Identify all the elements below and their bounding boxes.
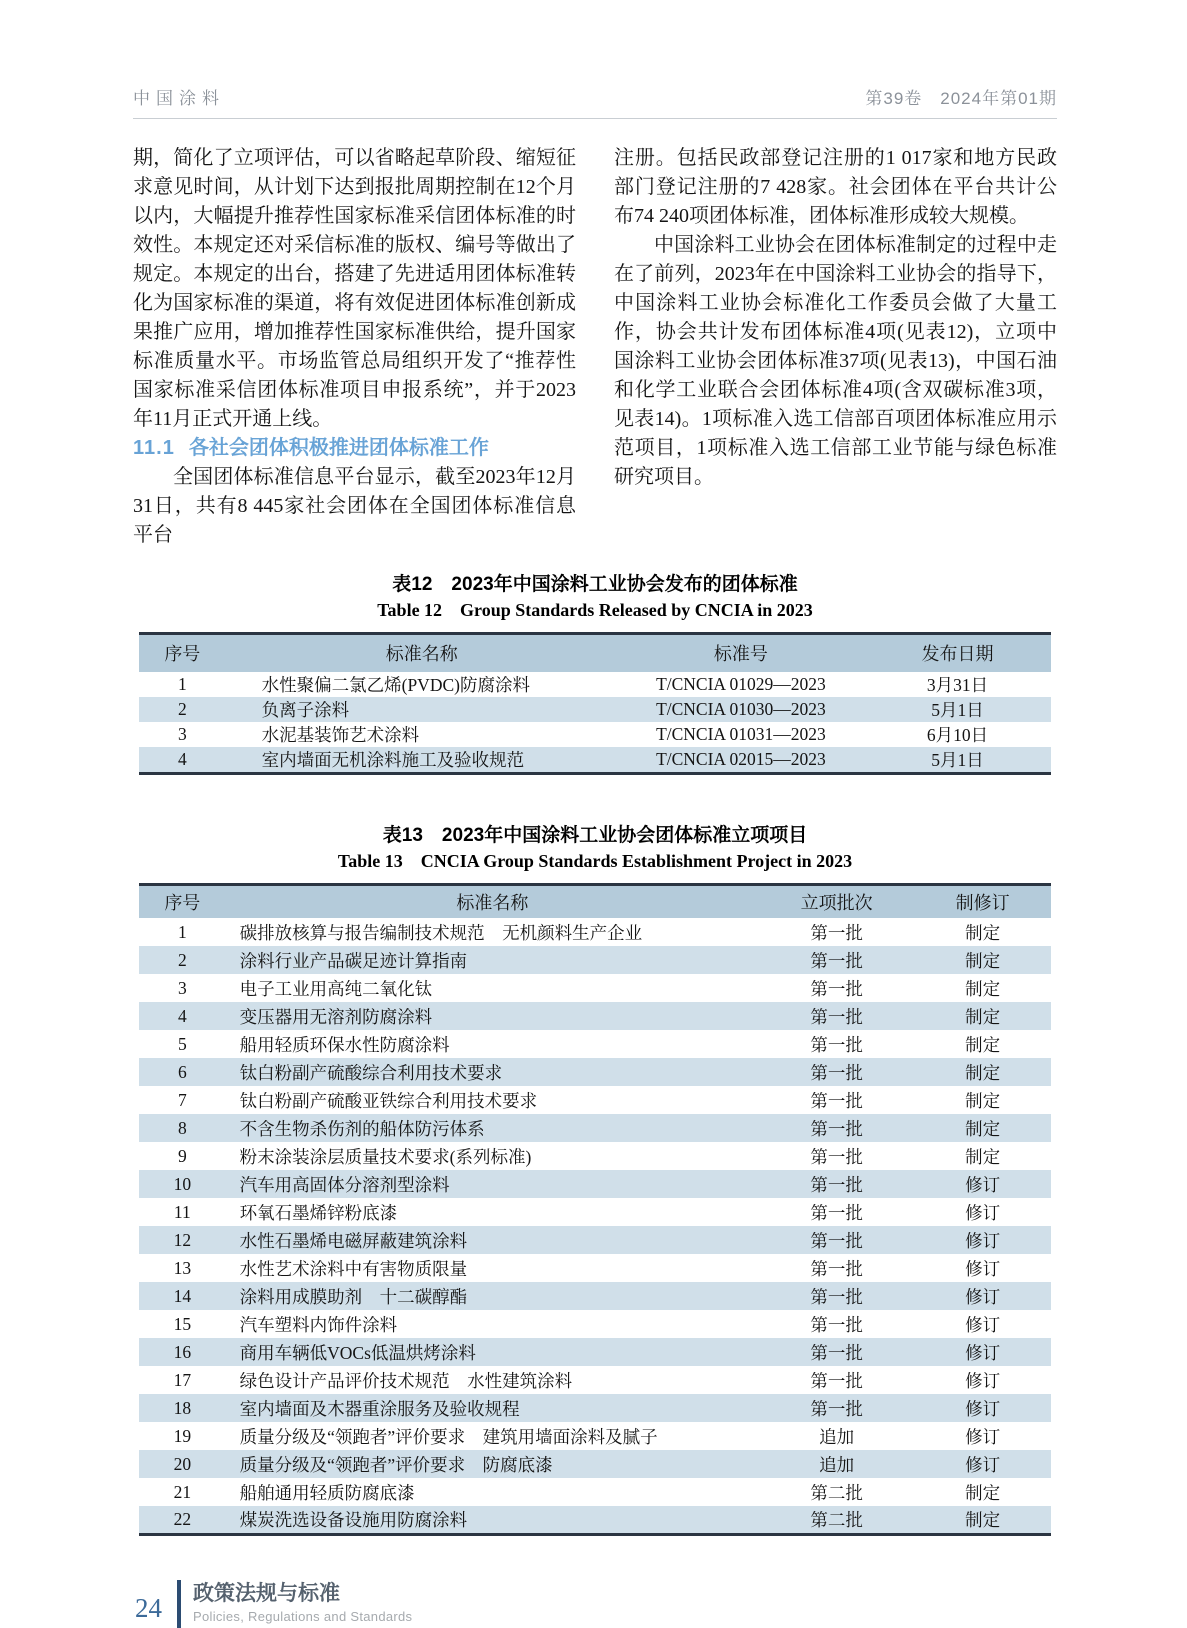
section-heading	[133, 434, 576, 463]
column-header: 制修订	[955, 892, 1010, 913]
column-header: 序号	[164, 892, 201, 913]
table-cell: 2	[177, 949, 187, 970]
table-cell: 第一批	[810, 978, 863, 999]
table-cell: 修订	[965, 1426, 1001, 1447]
table-cell: 修订	[965, 1342, 1001, 1363]
table-cell: 第一批	[810, 1398, 863, 1419]
table-cell: 制定	[965, 950, 1001, 971]
table-cell: 第一批	[810, 1146, 863, 1167]
table-cell: 第一批	[810, 1342, 863, 1363]
table-cell: 煤炭洗选设备设施用防腐涂料	[239, 1509, 468, 1530]
table-cell: 13	[173, 1257, 192, 1278]
table-cell: 涂料用成膜助剂 十二碳醇酯	[239, 1286, 468, 1307]
table-cell: 15	[173, 1313, 192, 1334]
table-row	[139, 1002, 1051, 1030]
table-cell: 修订	[965, 1202, 1001, 1223]
table-cell: 修订	[965, 1398, 1001, 1419]
column-header: 立项批次	[800, 892, 873, 913]
journal-issue: 第39卷 2024年第01期	[865, 89, 1057, 108]
table-cell: 制定	[965, 1118, 1001, 1139]
table-cell: 室内墙面及木器重涂服务及验收规程	[239, 1398, 520, 1419]
table-12-block	[139, 572, 1051, 775]
table-cell: 21	[173, 1481, 192, 1502]
table-cell: 3	[177, 723, 187, 744]
column-header: 发布日期	[921, 644, 994, 665]
table-row	[139, 1366, 1051, 1394]
table-cell: 碳排放核算与报告编制技术规范 无机颜料生产企业	[239, 922, 643, 943]
table-12-header	[139, 634, 1051, 672]
column-header: 序号	[164, 644, 201, 665]
table-cell: 修订	[965, 1454, 1001, 1475]
table-cell: 20	[173, 1453, 192, 1474]
table-12-title-en: Table 12 Group Standards Released by CNCIA in 2023	[377, 600, 813, 620]
table-cell: T/CNCIA 01030—2023	[656, 698, 826, 719]
table-row	[139, 1506, 1051, 1534]
table-cell: 18	[173, 1397, 192, 1418]
table-cell: 涂料行业产品碳足迹计算指南	[239, 950, 468, 971]
table-row	[139, 1282, 1051, 1310]
table-row	[139, 1254, 1051, 1282]
table-cell: 环氧石墨烯锌粉底漆	[239, 1202, 398, 1223]
table-cell: 第一批	[810, 1006, 863, 1027]
table-cell: 3	[177, 977, 187, 998]
section-title: 各社会团体积极推进团体标准工作	[188, 437, 489, 459]
table-cell: 水性石墨烯电磁屏蔽建筑涂料	[239, 1230, 468, 1251]
table-cell: 第一批	[810, 1230, 863, 1251]
table-cell: 4	[177, 748, 187, 769]
table-row	[139, 1226, 1051, 1254]
footer-section	[193, 1581, 412, 1626]
table-cell: 14	[173, 1285, 192, 1306]
table-cell: 第一批	[810, 1062, 863, 1083]
table-cell: 粉末涂装涂层质量技术要求(系列标准)	[239, 1146, 532, 1167]
right-column	[614, 144, 1057, 550]
table-cell: 第二批	[810, 1509, 863, 1530]
table-row	[139, 974, 1051, 1002]
footer-section-title-en: Policies, Regulations and Standards	[193, 1609, 413, 1624]
table-cell: 9	[177, 1145, 187, 1166]
table-cell: 19	[173, 1425, 192, 1446]
table-cell: 制定	[965, 978, 1001, 999]
table-cell: 5月1日	[931, 749, 984, 770]
table-cell: 船舶通用轻质防腐底漆	[239, 1482, 415, 1503]
table-cell: 修订	[965, 1174, 1001, 1195]
table-cell: 5月1日	[931, 699, 984, 720]
table-cell: 5	[177, 1033, 187, 1054]
table-row	[139, 747, 1051, 774]
table-row	[139, 918, 1051, 946]
left-column	[133, 144, 576, 550]
table-cell: 追加	[819, 1454, 855, 1475]
table-13-header	[139, 884, 1051, 918]
journal-name: 中国涂料	[133, 89, 225, 108]
body-text	[133, 144, 1057, 550]
table-cell: 12	[173, 1229, 192, 1250]
table-row	[139, 697, 1051, 722]
table-cell: 汽车用高固体分溶剂型涂料	[239, 1174, 450, 1195]
table-row	[139, 722, 1051, 747]
paragraph: 全国团体标准信息平台显示，截至2023年12月31日，共有8 445家社会团体在全国团体标准信息平台	[133, 466, 576, 546]
table-row	[139, 1422, 1051, 1450]
page-number: 24	[135, 1593, 162, 1623]
table-row	[139, 1058, 1051, 1086]
table-13-block	[139, 823, 1051, 1536]
table-row	[139, 946, 1051, 974]
table-cell: T/CNCIA 02015—2023	[656, 748, 826, 769]
table-cell: 负离子涂料	[261, 699, 350, 720]
table-cell: 16	[173, 1341, 192, 1362]
page-footer	[133, 1580, 1057, 1628]
column-header: 标准名称	[385, 644, 458, 665]
paragraph: 中国涂料工业协会在团体标准制定的过程中走在了前列，2023年在中国涂料工业协会的指导下，中国涂料工业协会标准化工作委员会做了大量工作，协会共计发布团体标准4项(见表12)，立项中国涂料工业协会团体标准37项(见表13)，中国石油和化学工业联合会团体标准4项(含双碳标准3项，见表14)。1项标准入选工信部百项团体标准应用示范项目，1项标准入选工信部工业节能与绿色标准研究项目。	[614, 234, 1057, 488]
table-cell: 第二批	[810, 1482, 863, 1503]
table-cell: 第一批	[810, 1258, 863, 1279]
table-cell: 第一批	[810, 1370, 863, 1391]
journal-header	[133, 84, 1057, 119]
table-cell: 制定	[965, 1006, 1001, 1027]
table-cell: 绿色设计产品评价技术规范 水性建筑涂料	[239, 1370, 573, 1391]
table-cell: 质量分级及“领跑者”评价要求 防腐底漆	[239, 1454, 553, 1475]
table-cell: 7	[177, 1089, 187, 1110]
paragraph: 注册。包括民政部登记注册的1 017家和地方民政部门登记注册的7 428家。社会团体在平台共计公布74 240项团体标准，团体标准形成较大规模。	[614, 147, 1057, 227]
table-row	[139, 1310, 1051, 1338]
footer-section-title-zh: 政策法规与标准	[193, 1582, 340, 1605]
paragraph: 期，简化了立项评估，可以省略起草阶段、缩短征求意见时间，从计划下达到报批周期控制在12个月以内，大幅提升推荐性国家标准采信团体标准的时效性。本规定还对采信标准的版权、编号等做出了规定。本规定的出台，搭建了先进适用团体标准转化为国家标准的渠道，将有效促进团体标准创新成果推广应用，增加推荐性国家标准供给，提升国家标准质量水平。市场监管总局组织开发了“推荐性国家标准采信团体标准项目申报系统”，并于2023年11月正式开通上线。	[133, 147, 576, 430]
table-cell: 第一批	[810, 922, 863, 943]
table-cell: 10	[173, 1173, 192, 1194]
table-cell: 制定	[965, 1509, 1001, 1530]
table-cell: 修订	[965, 1230, 1001, 1251]
table-cell: 钛白粉副产硫酸综合利用技术要求	[239, 1062, 503, 1083]
table-cell: 制定	[965, 1062, 1001, 1083]
column-header: 标准号	[713, 644, 768, 665]
table-12-body	[139, 672, 1051, 774]
table-row	[139, 1142, 1051, 1170]
table-13-body	[139, 918, 1051, 1534]
table-cell: T/CNCIA 01031—2023	[656, 723, 826, 744]
table-cell: 不含生物杀伤剂的船体防污体系	[239, 1118, 485, 1139]
table-cell: 修订	[965, 1258, 1001, 1279]
table-cell: 修订	[965, 1314, 1001, 1335]
table-cell: 22	[173, 1508, 192, 1529]
table-cell: 水性艺术涂料中有害物质限量	[239, 1258, 468, 1279]
table-cell: 钛白粉副产硫酸亚铁综合利用技术要求	[239, 1090, 538, 1111]
table-cell: 水性聚偏二氯乙烯(PVDC)防腐涂料	[261, 674, 530, 695]
table-cell: T/CNCIA 01029—2023	[656, 673, 826, 694]
table-row	[139, 1030, 1051, 1058]
table-cell: 2	[177, 698, 187, 719]
table-row	[139, 1478, 1051, 1506]
table-cell: 汽车塑料内饰件涂料	[239, 1314, 398, 1335]
table-cell: 水泥基装饰艺术涂料	[261, 724, 420, 745]
table-row	[139, 1086, 1051, 1114]
header-row	[139, 634, 1051, 672]
table-cell: 1	[177, 921, 187, 942]
table-row	[139, 1394, 1051, 1422]
table-cell: 修订	[965, 1286, 1001, 1307]
table-12	[139, 632, 1051, 775]
table-cell: 制定	[965, 922, 1001, 943]
table-row	[139, 1338, 1051, 1366]
section-number: 11.1	[133, 437, 175, 459]
header-row	[139, 884, 1051, 918]
table-cell: 制定	[965, 1034, 1001, 1055]
table-cell: 第一批	[810, 1202, 863, 1223]
table-cell: 电子工业用高纯二氧化钛	[239, 978, 433, 999]
table-row	[139, 1114, 1051, 1142]
table-cell: 第一批	[810, 1174, 863, 1195]
table-cell: 变压器用无溶剂防腐涂料	[239, 1006, 433, 1027]
table-row	[139, 1170, 1051, 1198]
table-cell: 4	[177, 1005, 187, 1026]
table-cell: 商用车辆低VOCs低温烘烤涂料	[239, 1342, 476, 1363]
table-cell: 第一批	[810, 1090, 863, 1111]
table-cell: 室内墙面无机涂料施工及验收规范	[261, 749, 525, 770]
table-cell: 6月10日	[926, 724, 989, 745]
table-cell: 第一批	[810, 950, 863, 971]
table-cell: 追加	[819, 1426, 855, 1447]
table-12-title-zh: 表12 2023年中国涂料工业协会发布的团体标准	[392, 574, 798, 595]
table-cell: 6	[177, 1061, 187, 1082]
table-row	[139, 1198, 1051, 1226]
table-cell: 制定	[965, 1482, 1001, 1503]
table-cell: 修订	[965, 1370, 1001, 1391]
table-row	[139, 1450, 1051, 1478]
footer-divider-bar	[177, 1580, 181, 1628]
table-cell: 3月31日	[926, 674, 989, 695]
column-header: 标准名称	[456, 892, 529, 913]
table-cell: 制定	[965, 1146, 1001, 1167]
table-13-title-zh: 表13 2023年中国涂料工业协会团体标准立项项目	[382, 824, 808, 846]
table-cell: 1	[177, 673, 187, 694]
table-13	[139, 883, 1051, 1536]
table-cell: 第一批	[810, 1118, 863, 1139]
table-cell: 制定	[965, 1090, 1001, 1111]
table-cell: 第一批	[810, 1286, 863, 1307]
table-row	[139, 672, 1051, 697]
table-cell: 第一批	[810, 1034, 863, 1055]
table-cell: 11	[173, 1201, 191, 1222]
table-13-title-en: Table 13 CNCIA Group Standards Establishment Project in 2023	[337, 850, 853, 871]
table-cell: 第一批	[810, 1314, 863, 1335]
table-cell: 8	[177, 1117, 187, 1138]
table-cell: 质量分级及“领跑者”评价要求 建筑用墙面涂料及腻子	[239, 1426, 658, 1447]
table-cell: 17	[173, 1369, 192, 1390]
table-cell: 船用轻质环保水性防腐涂料	[239, 1034, 450, 1055]
